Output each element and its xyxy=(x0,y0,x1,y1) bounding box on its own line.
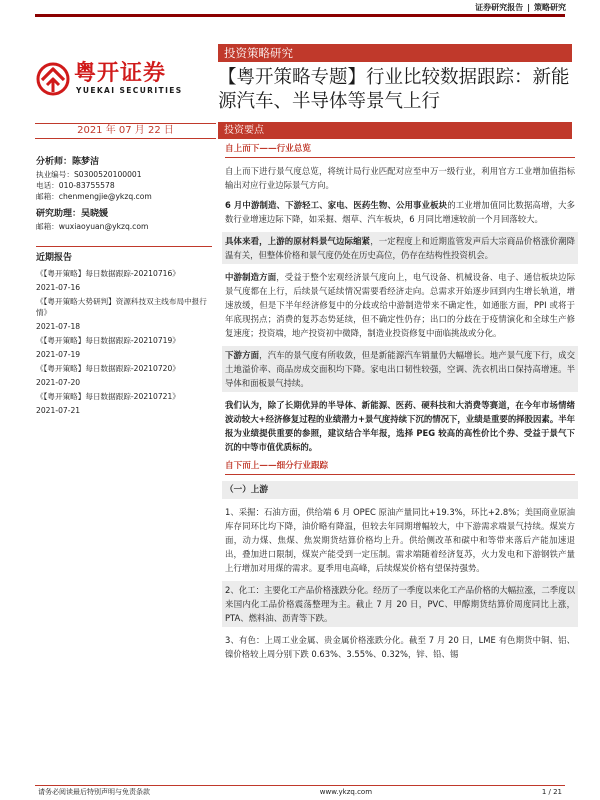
left-sidebar xyxy=(36,156,212,416)
paragraph-conclusion xyxy=(225,398,575,454)
report-type-header xyxy=(475,0,566,14)
recent-report-title[interactable]: 《【粤开策略】每日数据跟踪-20210721》 xyxy=(36,392,180,401)
recent-report-title[interactable]: 《【粤开策略】每日数据跟踪-20210719》 xyxy=(36,336,180,345)
recent-report-title[interactable]: 《【粤开策略】每日数据跟踪-20210716》 xyxy=(36,269,180,278)
paragraph-emphasis: 我们认为，除了长期优异的半导体、新能源、医药、硬科技和大消费等赛道，在今年市场情绪波动较大+经济修复过程的业绩潜力+景气度持续下沉的情况下，业绩是重要的择股因素。半年报为业绩提供重要的参照，建议结合半年报，选择 PEG 较高的高性价比个券、受益于景气下沉的中等市值优质标的。 xyxy=(225,400,575,452)
recent-report-date: 2021-07-20 xyxy=(36,378,81,387)
recent-report-item[interactable] xyxy=(36,268,212,293)
recent-report-date: 2021-07-19 xyxy=(36,350,81,359)
report-date: 2021 年 07 月 22 日 xyxy=(35,123,216,139)
header-separator: | xyxy=(527,2,530,12)
recent-report-item[interactable] xyxy=(36,296,212,332)
report-type-label: 证券研究报告 xyxy=(475,2,524,12)
recent-report-item[interactable] xyxy=(36,363,212,388)
report-subtype-label: 策略研究 xyxy=(534,2,566,12)
recent-report-date: 2021-07-18 xyxy=(36,322,81,331)
paragraph-overview: 自上而下进行景气度总览，将统计局行业匹配对应至申万一级行业，利用官方工业增加值指标输出对应行业边际景气方向。 xyxy=(225,166,575,190)
page-footer xyxy=(38,786,562,798)
recent-report-date: 2021-07-16 xyxy=(36,283,81,292)
report-title: 【粤开策略专题】行业比较数据跟踪：新能源汽车、半导体等景气上行 xyxy=(218,67,570,112)
assistant-info xyxy=(36,208,212,232)
paragraph-chemicals: 2、化工：主要化工产品价格涨跌分化。经历了一季度以来化工产品价格的大幅拉涨，二季度以来国内化工品价格震荡整理为主。截止 7 月 20 日，PVC、甲醇期货结算价周度同比上涨，PTA、燃料油、沥青等下跌。 xyxy=(222,581,578,627)
paragraph-emphasis: 中游制造方面 xyxy=(225,272,277,282)
recent-report-date: 2021-07-21 xyxy=(36,406,81,415)
paragraph-text: 的工业增加值同比数据高增，大多数行业增速边际下降，如采掘、烟草、汽车板块，6 月同比增速较前一个月回落较大。 xyxy=(225,200,575,224)
analyst-email[interactable]: 邮箱：chenmengjie@ykzq.com xyxy=(36,192,152,201)
paragraph-mining: 1、采掘：石油方面，供给端 6 月 OPEC 原油产量同比+19.3%，环比+2.8%；美国商业原油库存同环比均下降，油价略有降温，但较去年同期增幅较大，中下游需求端景气持续。煤炭方面，动力煤、焦煤、焦炭期货结算价格均上升。供给侧改革和碳中和等带来落后产能加速退出，叠加进口限制，煤炭产能受到一定压制。需求端随着经济复苏，火力发电和下游钢铁产量上行增加对用煤的需求。夏季用电高峰，后续煤炭价格有望保持强势。 xyxy=(225,507,575,573)
recent-report-title[interactable]: 《【粤开策略大势研判】资源科技双主线布局中报行情》 xyxy=(36,297,207,317)
analyst-phone: 电话：010-83755578 xyxy=(36,181,115,190)
analyst-license: 执业编号：S0300520100001 xyxy=(36,170,142,179)
recent-report-item[interactable] xyxy=(36,335,212,360)
category-bar: 投资策略研究 xyxy=(218,44,572,62)
paragraph-nonferrous: 3、有色：上周工业金属、贵金属价格涨跌分化。截至 7 月 20 日，LME 有色期货中铜、铝、镍价格较上周分别下跌 0.63%、3.55%、0.32%，锌、铅、锡 xyxy=(225,635,575,659)
paragraph-text: ，汽车的景气度有所收敛，但是新能源汽车销量仍大幅增长。地产景气度下行，成交土地溢价率、商品房成交面积均下降。家电出口韧性较强，空调、洗衣机出口保持高增速。半导体和面板景气持续。 xyxy=(225,350,576,388)
yuekai-logo-icon xyxy=(36,62,70,96)
page-number: 1 / 21 xyxy=(541,788,562,796)
analyst-name: 分析师：陈梦洁 xyxy=(36,157,100,167)
analyst-info xyxy=(36,156,212,202)
footer-disclaimer: 请务必阅读最后特别声明与免责条款 xyxy=(38,788,150,796)
subsection-heading-upstream: （一）上游 xyxy=(222,481,578,499)
paragraph-emphasis: 下游方面 xyxy=(225,350,260,360)
paragraph-industrial-value xyxy=(225,198,575,226)
assistant-email[interactable]: 邮箱：wuxiaoyuan@ykzq.com xyxy=(36,222,149,231)
paragraph-text: ，一定程度上和近期监管发声后大宗商品价格涨价潮降温有关，但整体价格和景气度仍处在历史高位，仍存在结构性投资机会。 xyxy=(225,236,576,260)
key-points-bar: 投资要点 xyxy=(218,122,572,139)
company-logo xyxy=(36,62,206,98)
header-rule xyxy=(35,14,565,17)
paragraph-emphasis: 6 月中游制造、下游轻工、家电、医药生物、公用事业板块 xyxy=(225,200,448,210)
recent-report-item[interactable] xyxy=(36,391,212,416)
paragraph-emphasis: 具体来看，上游的原材料景气边际缩紧 xyxy=(225,236,371,246)
recent-report-title[interactable]: 《【粤开策略】每日数据跟踪-20210720》 xyxy=(36,364,180,373)
logo-name-cn: 粤开证券 xyxy=(74,61,167,86)
paragraph-downstream xyxy=(222,346,578,392)
paragraph-midstream xyxy=(225,270,575,340)
assistant-name: 研究助理：吴晓媛 xyxy=(36,209,109,219)
paragraph-text: ，受益于整个宏观经济景气度向上，电气设备、机械设备、电子、通信板块边际景气度都在上行，后续景气延续情况需要看经济走向。总需求开始逐步回到内生增长轨道，增速放缓，但是下半年经济修复中的分歧或给中游制造带来不确定性，如通胀方面，PPI 或将于年底现拐点；消费的复苏态势延续，但不确定性仍存；出口的分歧在于疫情演化和全球生产修复速度；投资端，地产投资初中微降，制造业投资修复中面临挑战或分化。 xyxy=(225,272,576,338)
footer-website[interactable]: www.ykzq.com xyxy=(319,788,373,796)
section-heading-subindustry: 自下而上——细分行业跟踪 xyxy=(225,460,575,475)
section-heading-overview: 自上而下——行业总览 xyxy=(225,143,575,158)
logo-name-en: YUEKAI SECURITIES xyxy=(76,86,183,95)
recent-reports-title: 近期报告 xyxy=(36,246,212,265)
paragraph-upstream xyxy=(222,232,578,264)
main-content xyxy=(225,143,575,667)
